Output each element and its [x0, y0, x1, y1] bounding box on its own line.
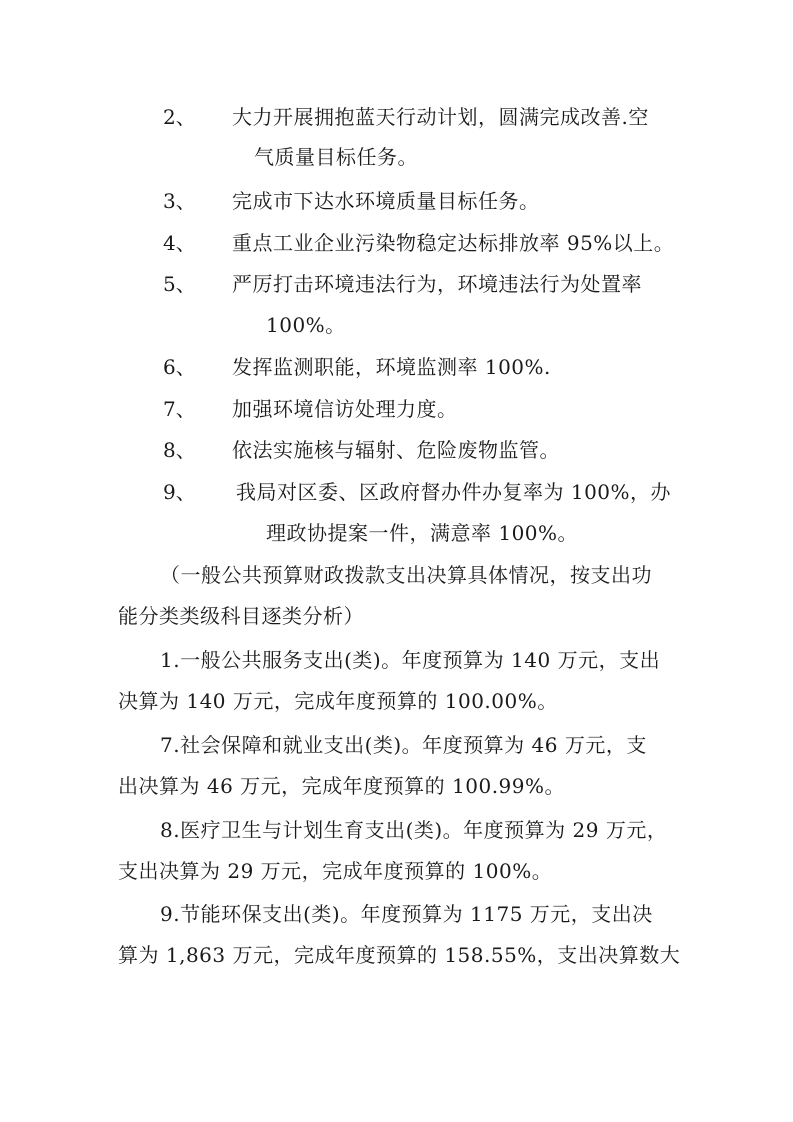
paragraph-line: 9.节能环保支出(类)。年度预算为 1175 万元，支出决 — [160, 902, 653, 926]
paragraph-line: 决算为 140 万元，完成年度预算的 100.00%。 — [118, 689, 558, 713]
list-item-number: 4、 — [163, 231, 196, 255]
list-item-number: 6、 — [163, 355, 196, 379]
list-item-text: 完成市下达水环境质量目标任务。 — [232, 189, 540, 213]
list-item-text: 100%。 — [266, 313, 346, 337]
list-item-text: 加强环境信访处理力度。 — [232, 397, 458, 421]
list-item-text: 发挥监测职能，环境监测率 100%. — [232, 355, 551, 379]
list-item-text: 依法实施核与辐射、危险废物监管。 — [232, 438, 560, 462]
paragraph-line: 1.一般公共服务支出(类)。年度预算为 140 万元，支出 — [160, 648, 661, 672]
paragraph-line: 8.医疗卫生与计划生育支出(类)。年度预算为 29 万元， — [160, 818, 668, 842]
list-item-number: 3、 — [163, 189, 196, 213]
list-item-text: 理政协提案一件，满意率 100%。 — [266, 521, 579, 545]
paragraph-line: 7.社会保障和就业支出(类)。年度预算为 46 万元，支 — [160, 733, 647, 757]
list-item-number: 7、 — [163, 397, 196, 421]
list-item-text: 重点工业企业污染物稳定达标排放率 95%以上。 — [232, 231, 675, 255]
section-note: （一般公共预算财政拨款支出决算具体情况，按支出功 — [160, 563, 652, 587]
list-item-number: 2、 — [163, 105, 196, 129]
list-item-number: 8、 — [163, 438, 196, 462]
list-item-text: 我局对区委、区政府督办件办复率为 100%，办 — [236, 480, 672, 504]
list-item-number: 5、 — [163, 272, 196, 296]
list-item-text: 大力开展拥抱蓝天行动计划，圆满完成改善.空 — [232, 105, 649, 129]
list-item-text: 严厉打击环境违法行为，环境违法行为处置率 — [232, 272, 642, 296]
list-item-number: 9、 — [163, 480, 196, 504]
paragraph-line: 出决算为 46 万元，完成年度预算的 100.99%。 — [118, 774, 566, 798]
paragraph-line: 算为 1,863 万元，完成年度预算的 158.55%，支出决算数大 — [118, 943, 681, 967]
section-note: 能分类类级科目逐类分析） — [118, 604, 364, 628]
paragraph-line: 支出决算为 29 万元，完成年度预算的 100%。 — [118, 859, 553, 883]
list-item-text: 气质量目标任务。 — [254, 145, 418, 169]
